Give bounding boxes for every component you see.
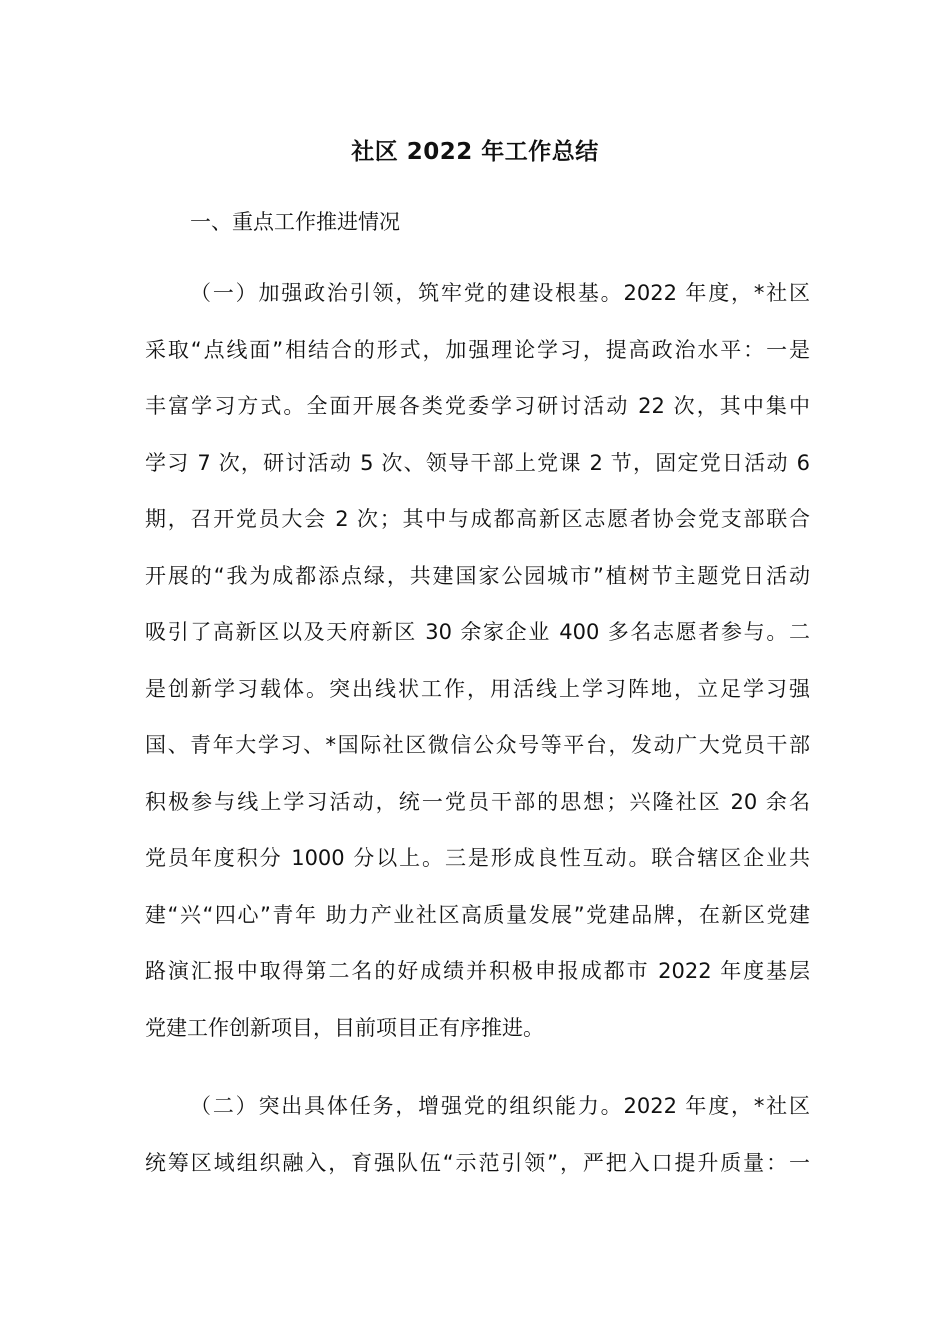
paragraph-line: 开展的“我为成都添点绿，共建国家公园城市”植树节主题党日活动	[145, 563, 810, 588]
paragraph-2	[145, 1088, 810, 1201]
paragraph-line: （二）突出具体任务，增强党的组织能力。2022 年度，*社区	[190, 1094, 810, 1118]
paragraph-line: 党建工作创新项目，目前项目正有序推进。	[145, 1015, 544, 1040]
document-title: 社区 2022 年工作总结	[351, 139, 599, 165]
paragraph-line: 国、青年大学习、*国际社区微信公众号等平台，发动广大党员干部	[145, 733, 810, 757]
paragraph-line: 期，召开党员大会 2 次；其中与成都高新区志愿者协会党支部联合	[145, 507, 810, 531]
paragraph-1	[145, 275, 810, 1066]
paragraph-line: 吸引了高新区以及天府新区 30 余家企业 400 多名志愿者参与。二	[145, 620, 810, 644]
paragraph-line: 学习 7 次，研讨活动 5 次、领导干部上党课 2 节，固定党日活动 6	[145, 450, 810, 475]
paragraph-line: 统筹区域组织融入，育强队伍“示范引领”，严把入口提升质量：一	[145, 1150, 810, 1175]
paragraph-line: 路演汇报中取得第二名的好成绩并积极申报成都市 2022 年度基层	[145, 959, 810, 983]
section-heading: 一、重点工作推进情况	[190, 210, 400, 234]
paragraph-line: 积极参与线上学习活动，统一党员干部的思想；兴隆社区 20 余名	[145, 789, 810, 814]
paragraph-line: 党员年度积分 1000 分以上。三是形成良性互动。联合辖区企业共	[145, 846, 810, 870]
paragraph-line: 是创新学习载体。突出线状工作，用活线上学习阵地，立足学习强	[145, 676, 810, 701]
paragraph-line: 丰富学习方式。全面开展各类党委学习研讨活动 22 次，其中集中	[145, 394, 810, 418]
paragraph-line: （一）加强政治引领，筑牢党的建设根基。2022 年度，*社区	[190, 281, 810, 305]
paragraph-line: 采取“点线面”相结合的形式，加强理论学习，提高政治水平：一是	[145, 337, 810, 362]
paragraph-line: 建“兴“四心”青年 助力产业社区高质量发展”党建品牌，在新区党建	[145, 902, 810, 927]
